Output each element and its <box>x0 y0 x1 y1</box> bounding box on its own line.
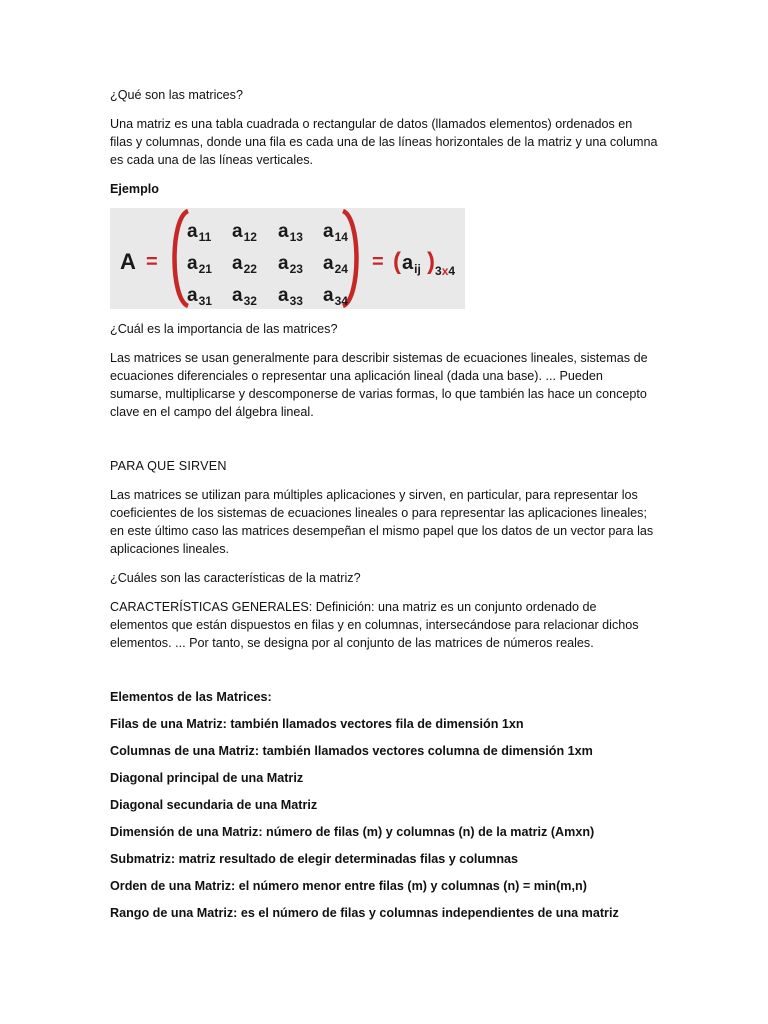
matrix-cell: $a_{33}$ <box>278 285 303 308</box>
matrix-cell: $a_{24}$ <box>323 253 348 276</box>
matrix-cell: $a_{23}$ <box>278 253 303 276</box>
matrix-cell: $a_{32}$ <box>232 285 257 308</box>
paragraph-importance: Las matrices se usan generalmente para describir sistemas de ecuaciones lineales, sistemas de ecuaciones diferenciales o representar una aplicación lineal (dada una base). ... Pueden sumarse, multiplicarse y descomponerse de varias formas, lo que también las hace un concepto clave en el campo del álgebra lineal. <box>110 351 648 419</box>
rhs-dimension: 3x4 <box>435 264 456 278</box>
matrix-cell: $a_{13}$ <box>278 221 303 244</box>
matrix-cell: $a_{11}$ <box>187 221 212 244</box>
matrix-cell: $a_{12}$ <box>232 221 257 244</box>
left-parenthesis <box>175 211 189 306</box>
question-what-are-matrices: ¿Qué son las matrices? <box>110 88 243 102</box>
matrix-example-image <box>110 208 465 309</box>
elements-heading: Elementos de las Matrices: <box>110 690 272 704</box>
equals-sign: = <box>146 251 158 273</box>
list-item: Columnas de una Matriz: también llamados vectores columna de dimensión 1xm <box>110 744 593 758</box>
example-heading: Ejemplo <box>110 182 159 196</box>
list-item: Submatriz: matriz resultado de elegir determinadas filas y columnas <box>110 852 519 866</box>
list-item: Rango de una Matriz: es el número de filas y columnas independientes de una matriz <box>110 906 619 920</box>
rhs-open-paren: ( <box>393 248 401 275</box>
rhs-element: $a_{ij}$ <box>402 252 421 276</box>
paragraph-uses: Las matrices se utilizan para múltiples aplicaciones y sirven, en particular, para representar los coeficientes de los sistemas de ecuaciones lineales o para representar las aplicaciones lineales; en este último caso las matrices desempeñan el mismo papel que los datos de un vector para las aplicaciones lineales. <box>110 488 654 556</box>
matrix-cell: $a_{14}$ <box>323 221 348 244</box>
equals-sign-2: = <box>372 251 384 273</box>
paragraph-definition: Una matriz es una tabla cuadrada o rectangular de datos (llamados elementos) ordenados en filas y columnas, donde una fila es cada una de las líneas horizontales de la matriz y una columna es cada una de las líneas verticales. <box>110 117 658 167</box>
right-parenthesis <box>343 211 357 306</box>
heading-para-que-sirven: PARA QUE SIRVEN <box>110 459 227 473</box>
list-item: Filas de una Matriz: también llamados vectores fila de dimensión 1xn <box>110 717 524 731</box>
list-item: Diagonal secundaria de una Matriz <box>110 798 318 812</box>
matrix-compact-notation <box>393 248 455 278</box>
matrix-figure <box>110 208 465 309</box>
rhs-close-paren: ) <box>427 248 435 275</box>
matrix-name: A <box>120 249 136 274</box>
matrix-cell: $a_{21}$ <box>187 253 212 276</box>
paragraph-characteristics: CARACTERÍSTICAS GENERALES: Definición: una matriz es un conjunto ordenado de elementos que están dispuestos en filas y en columnas, intersecándose para relacionar dichos elementos. ... Por tanto, se designa por al conjunto de las matrices de números reales. <box>110 600 639 650</box>
question-characteristics: ¿Cuáles son las características de la matriz? <box>110 571 361 585</box>
question-importance: ¿Cuál es la importancia de las matrices? <box>110 322 338 336</box>
list-item: Dimensión de una Matriz: número de filas (m) y columnas (n) de la matriz (Amxn) <box>110 825 595 839</box>
matrix-cell: $a_{31}$ <box>187 285 212 308</box>
matrix-cell: $a_{22}$ <box>232 253 257 276</box>
document-body <box>110 86 658 922</box>
list-item: Orden de una Matriz: el número menor entre filas (m) y columnas (n) = min(m,n) <box>110 879 587 893</box>
matrix-cell: $a_{34}$ <box>323 285 348 308</box>
list-item: Diagonal principal de una Matriz <box>110 771 304 785</box>
elements-list <box>110 715 658 922</box>
matrix-cells <box>187 221 348 308</box>
